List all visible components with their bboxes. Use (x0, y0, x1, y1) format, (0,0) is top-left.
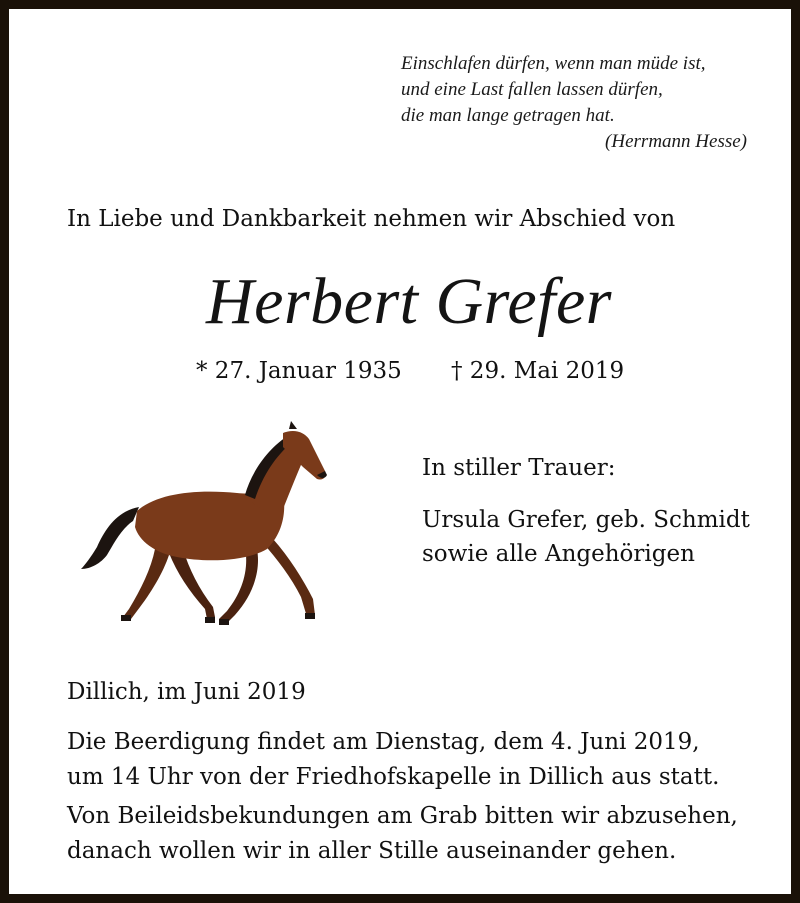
mourning-label: In stiller Trauer: (422, 455, 616, 481)
poem-line: und eine Last fallen lassen dürfen, (401, 79, 663, 100)
mourner-line: sowie alle Angehörigen (422, 541, 695, 567)
farewell-intro: In Liebe und Dankbarkeit nehmen wir Abschied von (67, 206, 676, 232)
funeral-line: Die Beerdigung findet am Dienstag, dem 4. Juni 2019, (67, 729, 700, 755)
funeral-line: um 14 Uhr von der Friedhofskapelle in Dillich aus statt. (67, 764, 720, 790)
poem-quote (401, 51, 761, 155)
poem-line: Einschlafen dürfen, wenn man müde ist, (401, 53, 706, 74)
condolence-note (67, 799, 738, 869)
deceased-name: Herbert Grefer (206, 265, 612, 338)
funeral-info (67, 725, 719, 795)
birth-date: * 27. Januar 1935 (196, 358, 402, 384)
horse-tail (81, 507, 139, 569)
mourners-list (422, 503, 750, 571)
condolence-line: Von Beileidsbekundungen am Grab bitten wir abzusehen, (67, 803, 738, 829)
place-and-date: Dillich, im Juni 2019 (67, 679, 306, 705)
horse-icon (77, 419, 332, 634)
death-date: † 29. Mai 2019 (451, 358, 625, 384)
mourner-line: Ursula Grefer, geb. Schmidt (422, 507, 750, 533)
horse-front-leg (263, 539, 315, 617)
poem-author: (Herrmann Hesse) (605, 131, 747, 152)
horse-hind-leg (123, 549, 169, 619)
condolence-line: danach wollen wir in aller Stille auseinander gehen. (67, 838, 677, 864)
poem-line: die man lange getragen hat. (401, 105, 615, 126)
